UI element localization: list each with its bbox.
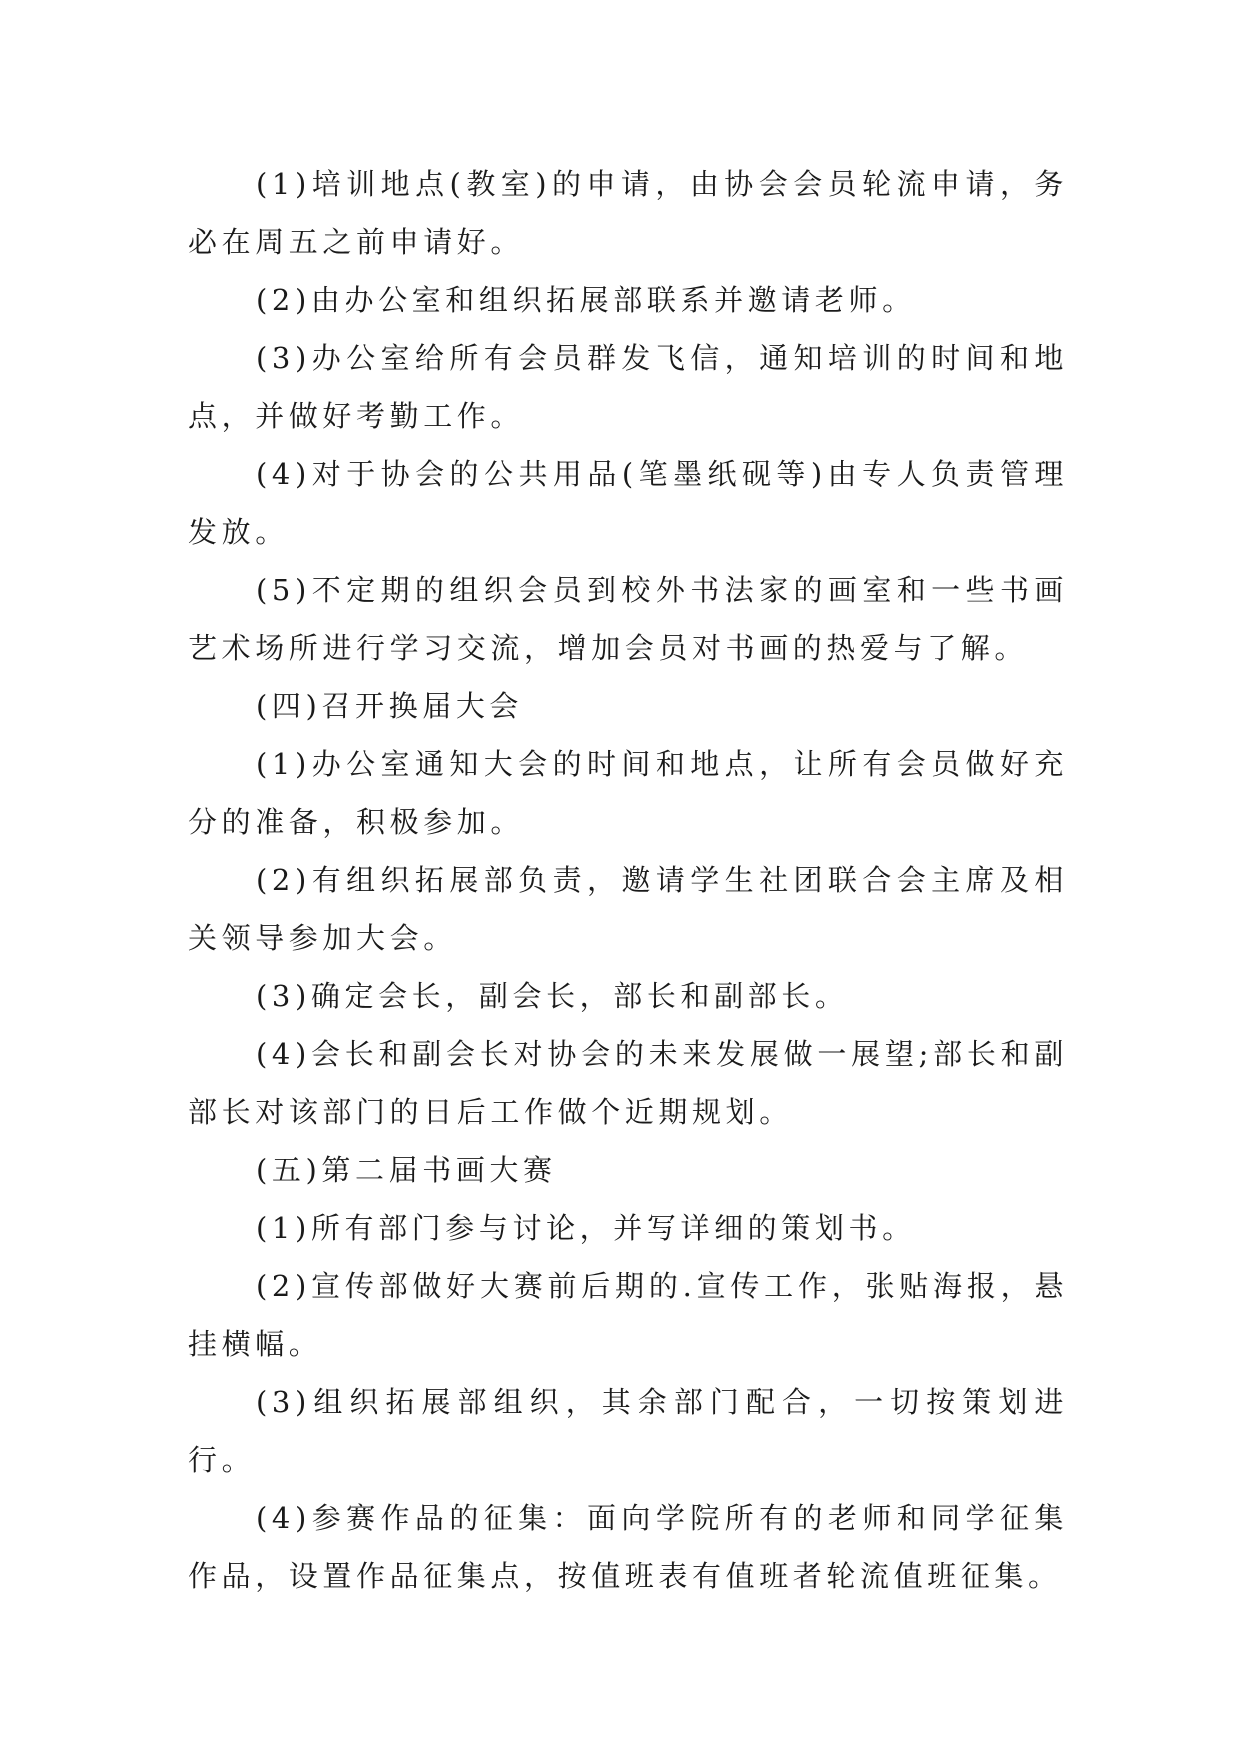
paragraph-elect-officers: (3)确定会长，副会长，部长和副部长。 — [256, 979, 849, 1013]
document-body — [188, 155, 1068, 1605]
paragraph-meeting-notice: (1)办公室通知大会的时间和地点，让所有会员做好充分的准备，积极参加。 — [188, 747, 1068, 839]
paragraph-public-supplies: (4)对于协会的公共用品(笔墨纸砚等)由专人负责管理发放。 — [188, 457, 1068, 549]
paragraph-training-location: (1)培训地点(教室)的申请，由协会会员轮流申请，务必在周五之前申请好。 — [188, 167, 1068, 259]
paragraph-invite-leaders: (2)有组织拓展部负责，邀请学生社团联合会主席及相关领导参加大会。 — [188, 863, 1068, 955]
section-heading-general-meeting: (四)召开换届大会 — [256, 689, 524, 723]
paragraph-planning-document: (1)所有部门参与讨论，并写详细的策划书。 — [256, 1211, 916, 1245]
paragraph-notify-members: (3)办公室给所有会员群发飞信，通知培训的时间和地点，并做好考勤工作。 — [188, 341, 1068, 433]
section-heading-competition: (五)第二届书画大赛 — [256, 1153, 557, 1187]
paragraph-future-plans: (4)会长和副会长对协会的未来发展做一展望;部长和副部长对该部门的日后工作做个近期规划。 — [188, 1037, 1068, 1129]
paragraph-entry-collection: (4)参赛作品的征集：面向学院所有的老师和同学征集作品，设置作品征集点，按值班表有值班者轮流值班征集。 — [188, 1501, 1068, 1593]
paragraph-external-study: (5)不定期的组织会员到校外书法家的画室和一些书画艺术场所进行学习交流，增加会员对书画的热爱与了解。 — [188, 573, 1068, 665]
paragraph-invite-teacher: (2)由办公室和组织拓展部联系并邀请老师。 — [256, 283, 916, 317]
paragraph-publicity: (2)宣传部做好大赛前后期的.宣传工作，张贴海报，悬挂横幅。 — [188, 1269, 1068, 1361]
paragraph-organization: (3)组织拓展部组织，其余部门配合，一切按策划进行。 — [188, 1385, 1068, 1477]
